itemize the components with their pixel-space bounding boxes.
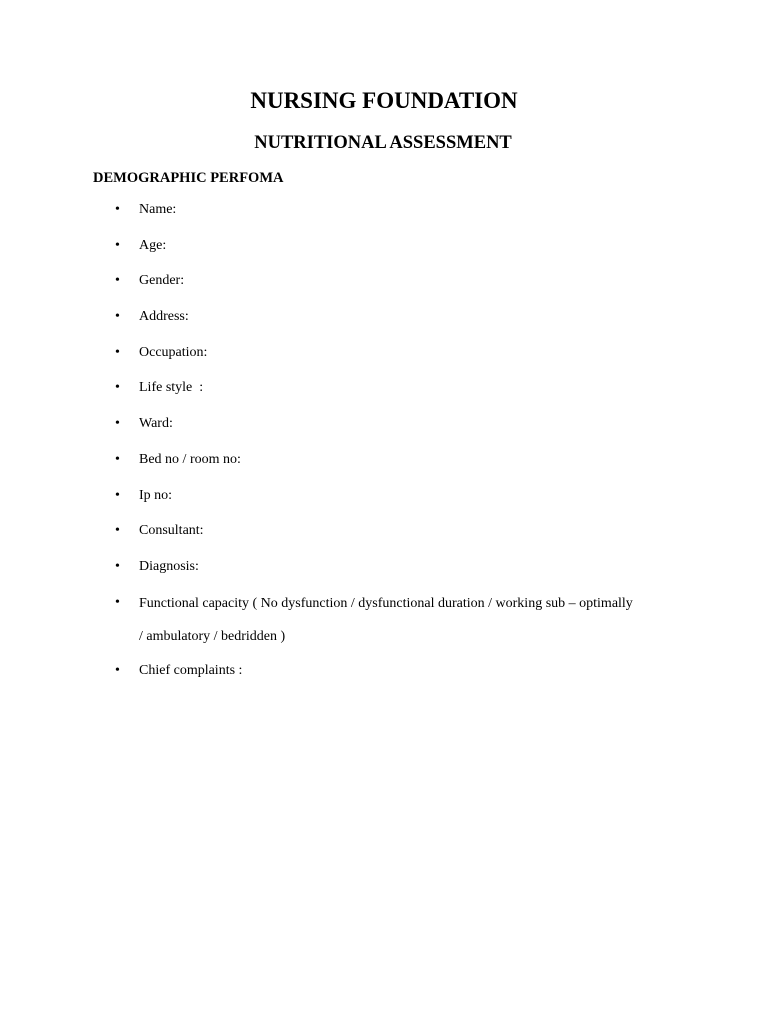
section-heading: DEMOGRAPHIC PERFOMA [93,170,284,186]
bullet-icon: • [115,452,120,467]
field-label-age: Age: [139,238,167,253]
bullet-icon: • [115,273,120,288]
field-label-consultant: Consultant: [139,523,204,538]
bullet-icon: • [115,380,120,395]
field-label-gender: Gender: [139,273,185,288]
bullet-icon: • [115,238,120,253]
field-label-occupation: Occupation: [139,345,208,360]
field-label-life-style: Life style : [139,380,204,395]
field-label-chief-complaints: Chief complaints : [139,663,243,678]
field-label-ward: Ward: [139,416,173,431]
field-label-functional-capacity: Functional capacity ( No dysfunction / dysfunctional duration / working sub – optimally / ambulatory / bedridden ) [139,596,633,644]
bullet-icon: • [115,523,120,538]
field-label-name: Name: [139,202,177,217]
field-label-bed-room-no: Bed no / room no: [139,452,241,467]
bullet-icon: • [115,309,120,324]
bullet-icon: • [115,595,120,610]
bullet-icon: • [115,202,120,217]
bullet-icon: • [115,416,120,431]
bullet-icon: • [115,559,120,574]
document-title: NURSING FOUNDATION [250,88,518,113]
field-label-address: Address: [139,309,189,324]
document-subtitle: NUTRITIONAL ASSESSMENT [254,133,512,153]
bullet-icon: • [115,488,120,503]
field-label-diagnosis: Diagnosis: [139,559,199,574]
bullet-icon: • [115,345,120,360]
bullet-icon: • [115,663,120,678]
field-label-ip-no: Ip no: [139,488,173,503]
